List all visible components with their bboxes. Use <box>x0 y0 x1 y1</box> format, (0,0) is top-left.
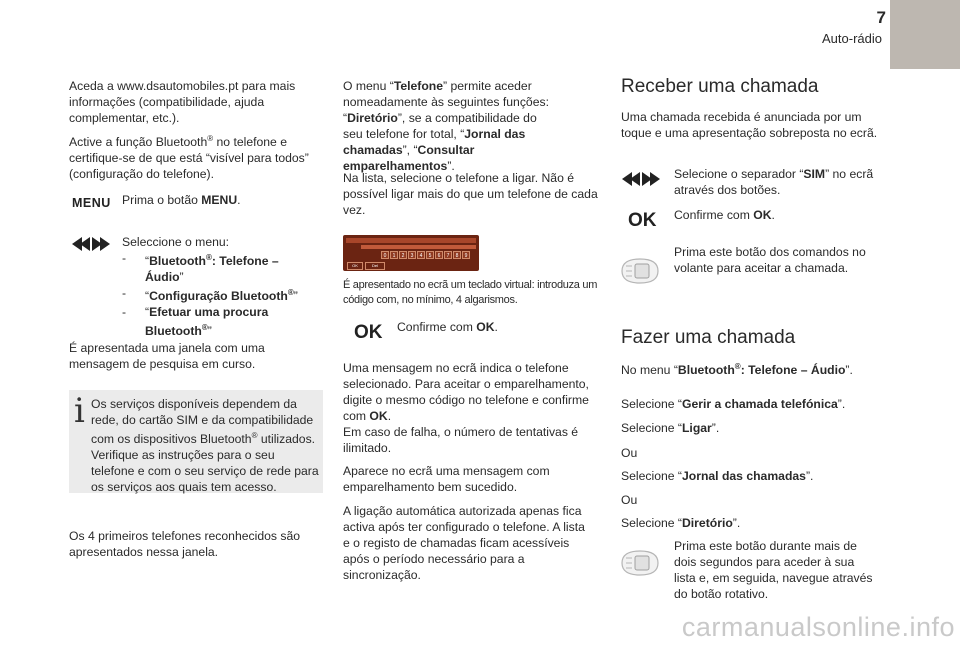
auto-connect-text: A ligação automática autorizada apenas fica activa após ter configurado o telefone. A lista e o registo de chamadas ficam acessíveis após o período necessário para a sincronização. <box>343 504 585 582</box>
select-sim-tab-text: Selecione o separador “SIM” no ecrã através dos botões. <box>674 167 874 197</box>
menu-options-list <box>122 250 307 339</box>
digit-key[interactable]: 2 <box>399 251 407 259</box>
menu-button-icon: MENU <box>72 196 111 210</box>
info-icon: i <box>74 391 85 431</box>
select-manage-call: Selecione “Gerir a chamada telefónica”. <box>621 397 846 411</box>
digit-key[interactable]: 1 <box>390 251 398 259</box>
keyboard-screen-image <box>343 235 479 271</box>
select-phone-text: Na lista, selecione o telefone a ligar. Não é possível ligar mais do que um telefone de cada vez. <box>343 171 598 217</box>
digit-key[interactable]: 8 <box>453 251 461 259</box>
section-heading-make: Fazer uma chamada <box>621 327 796 348</box>
bluetooth-activate: Active a função Bluetooth® no telefone e certifique-se de que está “visível para todos” (configuração do telefone). <box>69 134 309 182</box>
digit-key[interactable]: 4 <box>417 251 425 259</box>
list-item: - “Bluetooth®: Telefone – Áudio” <box>122 251 279 285</box>
incoming-call-text: Uma chamada recebida é anunciada por um toque e uma apresentação sobreposta no ecrã. <box>621 110 878 140</box>
screen-top-bar <box>346 238 476 243</box>
list-item: - “Efetuar uma procura Bluetooth®” <box>122 305 269 339</box>
pairing-message-text: Uma mensagem no ecrã indica o telefone selecionado. Para aceitar o emparelhamento, digite o mesmo código no telefone e confirme com OK. Em caso de falha, o número de tentativas é ilimitado. <box>343 361 589 455</box>
screen-ok-key[interactable]: OK <box>347 262 363 270</box>
search-window-text: É apresentada uma janela com uma mensagem de pesquisa em curso. <box>69 341 265 371</box>
confirm-ok-text: Confirme com OK. <box>397 320 498 334</box>
confirm-ok-text: Confirme com OK. <box>674 208 775 222</box>
watermark: carmanualsonline.info <box>681 612 955 642</box>
digit-key[interactable]: 0 <box>381 251 389 259</box>
or-text-2: Ou <box>621 493 638 507</box>
press-menu: Prima o botão MENU. <box>122 193 241 207</box>
screen-del-key[interactable]: Del <box>365 262 385 270</box>
digit-key[interactable]: 6 <box>435 251 443 259</box>
arrow-buttons-icon <box>622 172 660 186</box>
double-arrow-icon <box>622 172 660 186</box>
first-phones-text: Os 4 primeiros telefones reconhecidos são apresentados nessa janela. <box>69 529 301 559</box>
ok-button-icon: OK <box>628 210 657 231</box>
digit-row <box>381 251 470 259</box>
or-text-1: Ou <box>621 446 638 460</box>
info-box <box>69 390 323 493</box>
select-call-log: Selecione “Jornal das chamadas”. <box>621 469 814 483</box>
steering-wheel-phone-button-icon <box>618 256 662 286</box>
digit-key[interactable]: 7 <box>444 251 452 259</box>
hold-button-text: Prima este botão durante mais de dois segundos para aceder à sua lista e, em seguida, navegue através do botão rotativo. <box>674 539 873 601</box>
double-arrow-icon <box>72 237 110 251</box>
intro-website: Aceda a www.dsautomobiles.pt para mais informações (compatibilidade, ajuda complementar, etc.). <box>69 79 296 125</box>
keyboard-caption: É apresentado no ecrã um teclado virtual: introduza um código com, no mínimo, 4 algarismos. <box>343 279 598 306</box>
steering-wheel-phone-button-icon <box>618 548 662 578</box>
pairing-success-text: Aparece no ecrã uma mensagem com emparelhamento bem sucedido. <box>343 464 550 494</box>
section-heading-receive: Receber uma chamada <box>621 76 819 97</box>
digit-key[interactable]: 3 <box>408 251 416 259</box>
select-call: Selecione “Ligar”. <box>621 421 720 435</box>
section-tab <box>890 0 960 69</box>
section-title: Auto-rádio <box>822 31 882 46</box>
ok-button-icon: OK <box>354 322 383 343</box>
accept-call-text: Prima este botão dos comandos no volante para aceitar a chamada. <box>674 245 866 275</box>
arrow-buttons-icon <box>72 237 110 251</box>
select-directory: Selecione “Diretório”. <box>621 516 741 530</box>
screen-input-bar <box>361 245 476 249</box>
bluetooth-menu-text: No menu “Bluetooth®: Telefone – Áudio”. <box>621 362 853 378</box>
phone-menu-text: O menu “Telefone” permite aceder nomeadamente às seguintes funções: “Diretório”, se a compatibilidade do seu telefone for total, “Jornal das chamadas”, “Consultar emparelhamentos”. <box>343 79 549 173</box>
digit-key[interactable]: 5 <box>426 251 434 259</box>
info-text: Os serviços disponíveis dependem da rede, do cartão SIM e da compatibilidade com os dispositivos Bluetooth® utilizados. Verifique as instruções para o seu telefone e com o seu serviço de rede para os serviços aos quais tem acesso. <box>91 397 319 495</box>
digit-key[interactable]: 9 <box>462 251 470 259</box>
select-menu-intro: Seleccione o menu: <box>122 235 230 249</box>
list-item: - “Configuração Bluetooth®” <box>122 286 298 304</box>
page-number: 7 <box>876 8 886 27</box>
